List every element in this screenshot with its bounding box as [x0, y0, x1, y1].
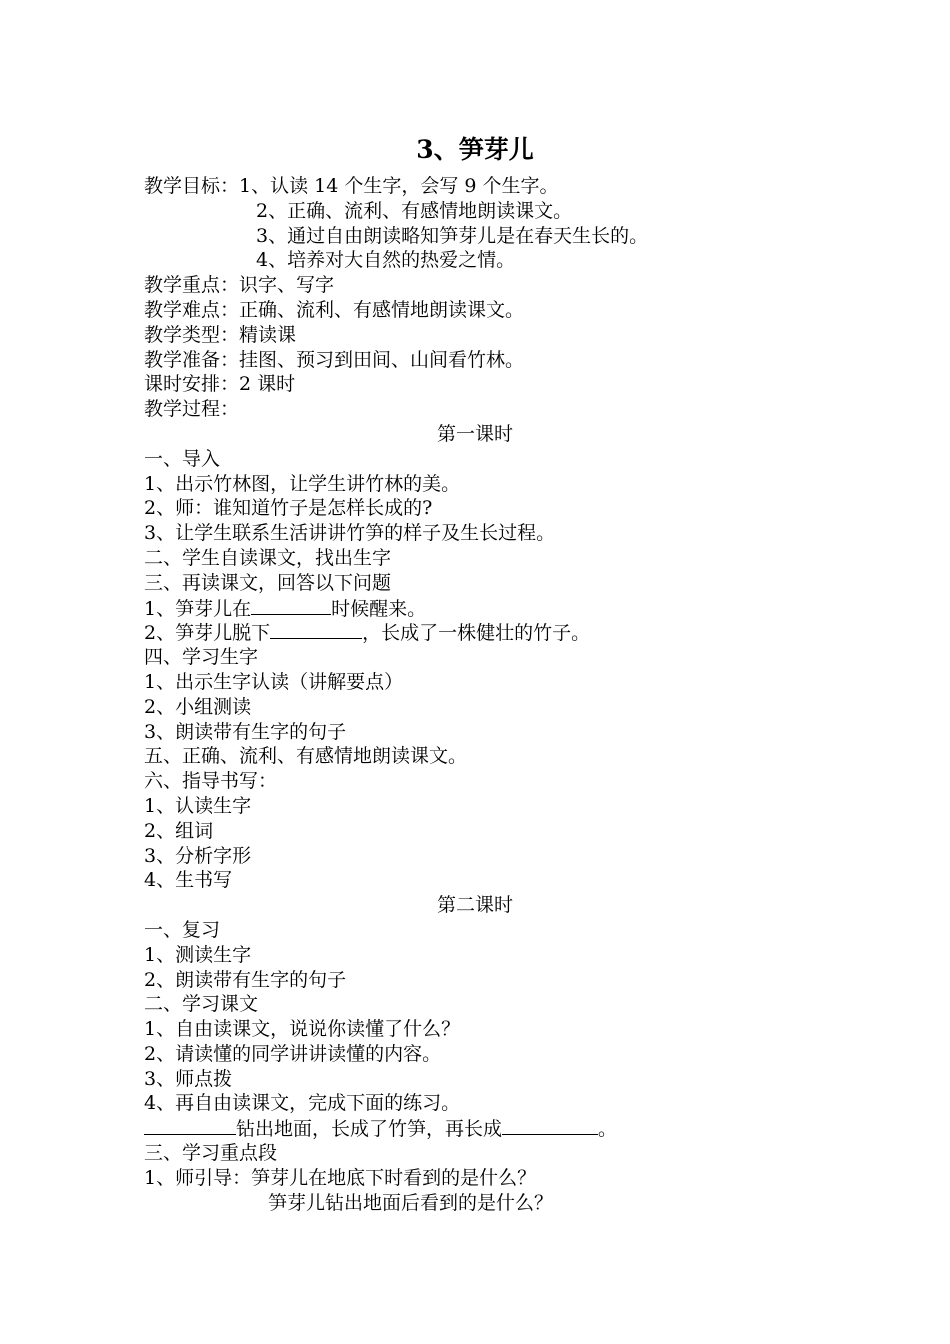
teaching-goal-2: 2、正确、流利、有感情地朗读课文。: [256, 199, 573, 222]
lesson-two-heading: 第二课时: [436, 894, 513, 917]
question-1-start: 1、笋芽儿在: [144, 597, 252, 620]
writing-step-4: 4、生书写: [144, 869, 233, 892]
class-schedule: 课时安排：2 课时: [144, 373, 296, 396]
section-key-paragraph: 三、学习重点段: [144, 1142, 278, 1165]
teaching-goal-4: 4、培养对大自然的热爱之情。: [256, 249, 516, 272]
characters-step-1: 1、出示生字认读（讲解要点）: [144, 670, 404, 693]
fill-blank: [144, 1116, 236, 1135]
teaching-difficulty: 教学难点：正确、流利、有感情地朗读课文。: [144, 298, 525, 321]
intro-step-2: 2、师：谁知道竹子是怎样长成的?: [144, 497, 433, 520]
fill-blank: [502, 1116, 598, 1135]
review-step-2: 2、朗读带有生字的句子: [144, 968, 347, 991]
section-review: 一、复习: [144, 918, 221, 941]
teaching-type: 教学类型：精读课: [144, 323, 297, 346]
lesson-one-heading: 第一课时: [436, 422, 513, 445]
section-read-aloud: 五、正确、流利、有感情地朗读课文。: [144, 745, 468, 768]
section-intro: 一、导入: [144, 447, 221, 470]
intro-step-3: 3、让学生联系生活讲讲竹笋的样子及生长过程。: [144, 522, 556, 545]
writing-step-2: 2、组词: [144, 819, 214, 842]
teaching-key-point: 教学重点：识字、写字: [144, 274, 335, 297]
section-study-text: 二、学习课文: [144, 993, 259, 1016]
fill-in-exercise: [144, 1116, 844, 1141]
teaching-preparation: 教学准备：挂图、预习到田间、山间看竹林。: [144, 348, 525, 371]
writing-step-1: 1、认读生字: [144, 794, 252, 817]
study-step-2: 2、请读懂的同学讲讲读懂的内容。: [144, 1042, 442, 1065]
study-step-1: 1、自由读课文，说说你读懂了什么？: [144, 1018, 461, 1041]
section-new-characters: 四、学习生字: [144, 646, 259, 669]
writing-step-3: 3、分析字形: [144, 844, 252, 867]
document-title: 3、笋芽儿: [416, 135, 534, 164]
study-step-4: 4、再自由读课文，完成下面的练习。: [144, 1092, 461, 1115]
exercise-end: 。: [598, 1118, 618, 1141]
question-2-end: ，长成了一株健壮的竹子。: [362, 622, 591, 645]
fill-blank: [270, 620, 362, 639]
review-step-1: 1、测读生字: [144, 943, 252, 966]
teaching-goal-3: 3、通过自由朗读略知笋芽儿是在春天生长的。: [256, 224, 649, 247]
lesson-plan-body: [144, 174, 844, 1215]
section-writing-guidance: 六、指导书写：: [144, 770, 278, 793]
section-reread: 三、再读课文，回答以下问题: [144, 571, 392, 594]
study-step-3: 3、师点拨: [144, 1067, 233, 1090]
teaching-process: 教学过程：: [144, 398, 240, 421]
characters-step-2: 2、小组测读: [144, 695, 252, 718]
question-1: [144, 596, 844, 621]
exercise-middle: 钻出地面，长成了竹笋，再长成: [236, 1118, 503, 1141]
section-self-reading: 二、学生自读课文，找出生字: [144, 546, 392, 569]
fill-blank: [251, 596, 331, 615]
teaching-goal-1: 教学目标：1、认读 14 个生字，会写 9 个生字。: [144, 175, 559, 197]
guide-question-2: 笋芽儿钻出地面后看到的是什么？: [268, 1191, 554, 1214]
intro-step-1: 1、出示竹林图，让学生讲竹林的美。: [144, 472, 461, 495]
question-2-start: 2、笋芽儿脱下: [144, 622, 271, 645]
question-2: [144, 620, 844, 645]
characters-step-3: 3、朗读带有生字的句子: [144, 720, 347, 743]
question-1-end: 时候醒来。: [331, 597, 427, 620]
guide-question-1: 1、师引导：笋芽儿在地底下时看到的是什么？: [144, 1166, 537, 1189]
